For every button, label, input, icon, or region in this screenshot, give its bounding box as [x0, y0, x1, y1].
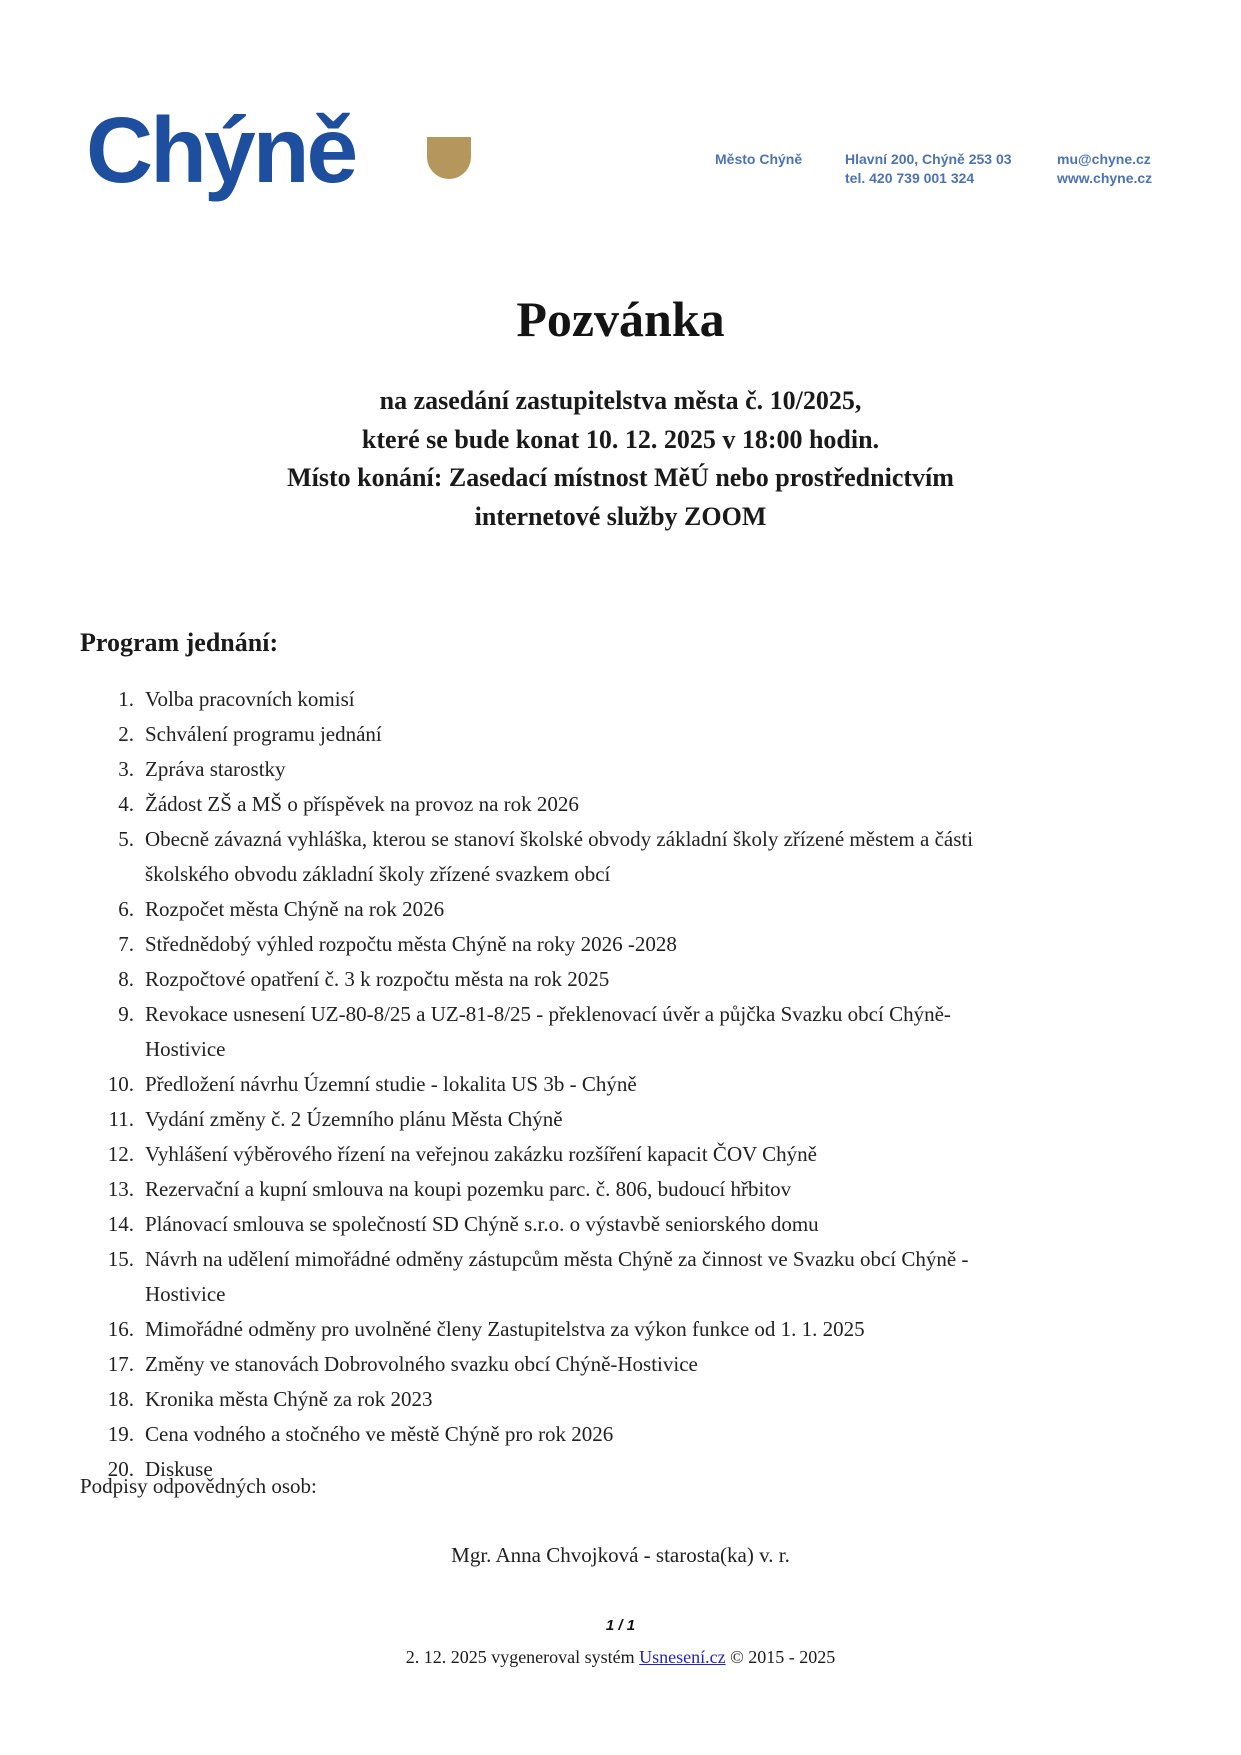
- agenda-item-number: 13.: [107, 1177, 134, 1201]
- agenda-item-number: 11.: [108, 1107, 134, 1131]
- page-indicator: 1 / 1: [605, 1617, 636, 1634]
- contact-net-block: [1057, 150, 1152, 188]
- agenda-item-text: Kronika města Chýně za rok 2023: [145, 1387, 433, 1411]
- agenda-item-number: 1.: [118, 687, 134, 711]
- agenda-item: [92, 717, 997, 752]
- page-title: Pozvánka: [516, 291, 725, 347]
- usneseni-link[interactable]: Usnesení.cz: [639, 1647, 726, 1667]
- agenda-item-number: 17.: [107, 1352, 134, 1376]
- agenda-item-number: 3.: [118, 757, 134, 781]
- signature-text: Mgr. Anna Chvojková - starosta(ka) v. r.: [451, 1543, 790, 1567]
- footer-generated-line: [0, 1647, 1241, 1668]
- agenda-item-text: Diskuse: [145, 1457, 213, 1481]
- agenda-item: [92, 962, 997, 997]
- subtitle-line: které se bude konat 10. 12. 2025 v 18:00 hodin.: [361, 424, 880, 454]
- agenda-item: [92, 1137, 997, 1172]
- agenda-item-text: Rezervační a kupní smlouva na koupi pozemku parc. č. 806, budoucí hřbitov: [145, 1177, 792, 1201]
- agenda-item-text: Volba pracovních komisí: [145, 687, 355, 711]
- contact-address-block: [845, 150, 1012, 188]
- agenda-item-text: Revokace usnesení UZ-80-8/25 a UZ-81-8/25 - překlenovací úvěr a půjčka Svazku obcí Chýně-Hostivice: [145, 1002, 951, 1061]
- agenda-item-number: 9.: [118, 1002, 134, 1026]
- agenda-item-text: Zpráva starostky: [145, 757, 286, 781]
- agenda-item: [92, 1312, 997, 1347]
- agenda-item: [92, 682, 997, 717]
- agenda-item: [92, 927, 997, 962]
- subtitle-line: internetové služby ZOOM: [474, 501, 767, 531]
- agenda-item: [92, 787, 997, 822]
- agenda-item: [92, 1347, 997, 1382]
- agenda-item-text: Mimořádné odměny pro uvolněné členy Zastupitelstva za výkon funkce od 1. 1. 2025: [145, 1317, 865, 1341]
- agenda-item: [92, 822, 997, 892]
- footer-generated-prefix: 2. 12. 2025 vygeneroval systém: [405, 1647, 640, 1667]
- agenda-item-number: 12.: [107, 1142, 134, 1166]
- agenda-item: [92, 1207, 997, 1242]
- subtitle-line: na zasedání zastupitelstva města č. 10/2025,: [379, 386, 862, 415]
- agenda-item: [92, 1242, 997, 1312]
- agenda-item-number: 4.: [118, 792, 134, 816]
- agenda-item-number: 6.: [118, 897, 134, 921]
- agenda-item: [92, 1417, 997, 1452]
- agenda-item-text: Žádost ZŠ a MŠ o příspěvek na provoz na rok 2026: [145, 792, 579, 816]
- agenda-list: [92, 682, 997, 1487]
- agenda-item-number: 5.: [118, 827, 134, 851]
- agenda-item-text: Změny ve stanovách Dobrovolného svazku obcí Chýně-Hostivice: [145, 1352, 698, 1376]
- page-subtitle: [0, 382, 1241, 536]
- contact-address: Hlavní 200, Chýně 253 03: [845, 151, 1012, 167]
- agenda-item: [92, 1172, 997, 1207]
- agenda-item: [92, 1382, 997, 1417]
- agenda-item-number: 7.: [118, 932, 134, 956]
- agenda-item-number: 10.: [107, 1072, 134, 1096]
- agenda-item-text: Obecně závazná vyhláška, kterou se stanoví školské obvody základní školy zřízené městem a části školského obvodu základní školy zřízené svazkem obcí: [145, 827, 974, 886]
- agenda-item-number: 2.: [118, 722, 134, 746]
- agenda-item-text: Plánovací smlouva se společností SD Chýně s.r.o. o výstavbě seniorského domu: [145, 1212, 819, 1236]
- agenda-item-text: Rozpočtové opatření č. 3 k rozpočtu města na rok 2025: [145, 967, 610, 991]
- agenda-item: [92, 1067, 997, 1102]
- agenda-item-text: Předložení návrhu Územní studie - lokalita US 3b - Chýně: [145, 1072, 637, 1096]
- agenda-item: [92, 752, 997, 787]
- agenda-item-number: 18.: [107, 1387, 134, 1411]
- agenda-item-text: Střednědobý výhled rozpočtu města Chýně na roky 2026 -2028: [145, 932, 677, 956]
- agenda-item-number: 15.: [107, 1247, 134, 1271]
- logo-gold-mark-icon: [427, 137, 471, 179]
- agenda-item-text: Rozpočet města Chýně na rok 2026: [145, 897, 445, 921]
- agenda-item-text: Vyhlášení výběrového řízení na veřejnou zakázku rozšíření kapacit ČOV Chýně: [145, 1142, 817, 1166]
- subtitle-line: Místo konání: Zasedací místnost MěÚ nebo prostřednictvím: [287, 463, 954, 492]
- agenda-item-number: 19.: [107, 1422, 134, 1446]
- contact-phone: tel. 420 739 001 324: [845, 170, 975, 186]
- agenda-item-text: Cena vodného a stočného ve městě Chýně pro rok 2026: [145, 1422, 614, 1446]
- signatures-label: Podpisy odpovědných osob:: [80, 1474, 317, 1498]
- agenda-item-text: Schválení programu jednání: [145, 722, 382, 746]
- chyne-logo: Chýně: [86, 98, 356, 202]
- contact-website: www.chyne.cz: [1057, 170, 1153, 186]
- agenda-item-number: 8.: [118, 967, 134, 991]
- contact-org: Město Chýně: [715, 151, 803, 167]
- agenda-item-number: 20.: [107, 1457, 134, 1481]
- contact-email: mu@chyne.cz: [1057, 151, 1151, 167]
- agenda-item: [92, 1102, 997, 1137]
- agenda-item-text: Vydání změny č. 2 Územního plánu Města Chýně: [145, 1107, 563, 1131]
- agenda-heading: Program jednání:: [80, 628, 279, 657]
- agenda-item: [92, 997, 997, 1067]
- agenda-item: [92, 892, 997, 927]
- footer-generated-suffix: © 2015 - 2025: [725, 1647, 836, 1667]
- agenda-item-text: Návrh na udělení mimořádné odměny zástupcům města Chýně za činnost ve Svazku obcí Chýně - Hostivice: [145, 1247, 969, 1306]
- agenda-item-number: 16.: [107, 1317, 134, 1341]
- agenda-item-number: 14.: [107, 1212, 134, 1236]
